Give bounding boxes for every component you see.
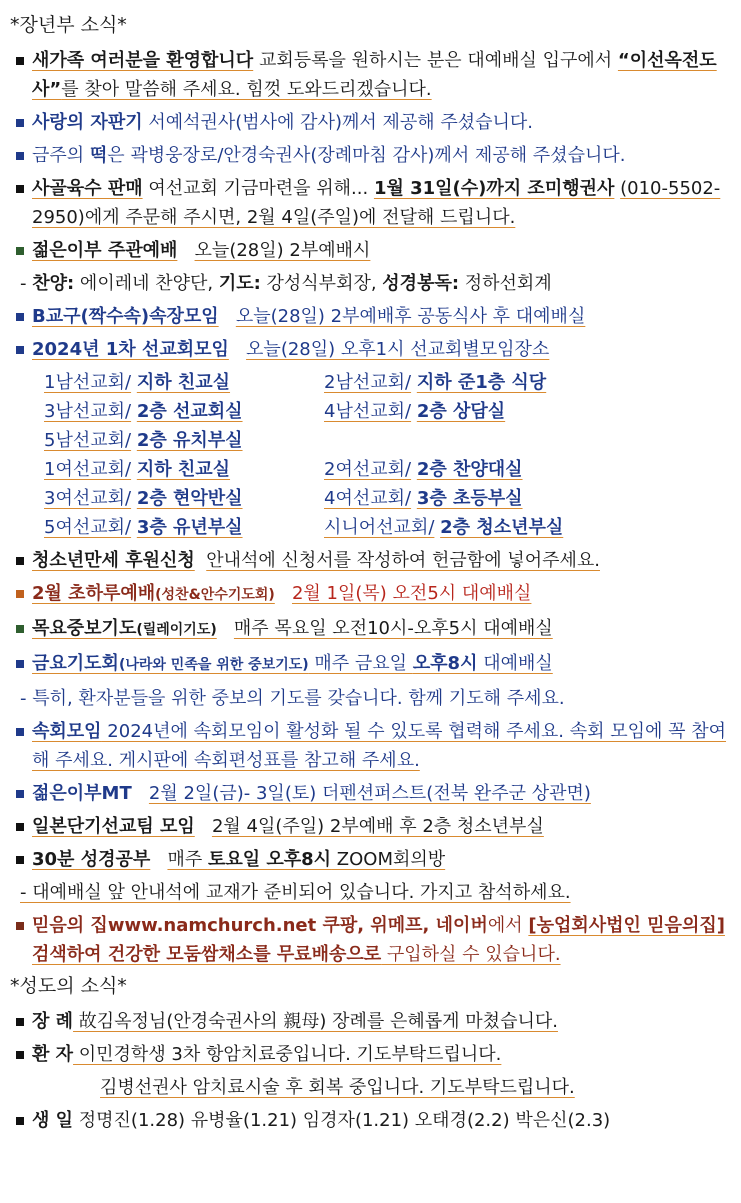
item-title-note: (릴레이기도) — [136, 622, 217, 638]
square-bullet-icon — [16, 557, 24, 565]
item-patients — [10, 1040, 727, 1069]
item-welcome — [10, 46, 727, 104]
square-bullet-icon — [16, 728, 24, 736]
group-name: 시니어선교회/ — [324, 517, 435, 538]
item-text: 매주 — [167, 849, 208, 870]
item-text: 오늘(28일) 2부예배후 공동식사 후 대예배실 — [235, 306, 586, 327]
group-room: 지하 친교실 — [136, 459, 231, 480]
group-name: 1남선교회/ — [44, 372, 132, 393]
group-name: 2남선교회/ — [324, 372, 412, 393]
item-title: 목요중보기도 — [32, 618, 137, 639]
mission-group — [44, 455, 324, 484]
item-cell-meeting — [10, 717, 727, 775]
reading-value: 정하선회계 — [459, 273, 552, 294]
item-text: (010-5502-2950)에게 주문해 주시면, 2월 4일(주일)에 전달해 드립니다. — [32, 178, 721, 228]
deadline: 1월 31일(수)까지 조미행권사 — [373, 178, 615, 199]
item-young-worship — [10, 236, 727, 265]
item-title: 일본단기선교팀 모임 — [32, 816, 195, 837]
item-japan-team — [10, 812, 727, 841]
item-title: 사랑의 자판기 — [32, 112, 143, 133]
group-name: 2여선교회/ — [324, 459, 412, 480]
group-name: 3남선교회/ — [44, 401, 132, 422]
mission-group — [44, 368, 324, 397]
shop-list: 쿠팡, 위메프, 네이버 — [316, 915, 488, 936]
reading-label: 성경봉독: — [382, 273, 460, 294]
item-text: 2024년에 속회모임이 활성화 될 수 있도록 협력해 주세요. 속회 모임에 꼭 참여해 주세요. 게시판에 속회편성표를 참고해 주세요. — [32, 721, 727, 771]
group-room: 지하 친교실 — [136, 372, 231, 393]
square-bullet-icon — [16, 247, 24, 255]
item-bone-soup — [10, 174, 727, 232]
mission-group — [44, 397, 324, 426]
item-text: 오늘(28일) 오후1시 선교회별모임장소 — [246, 339, 550, 360]
mission-group — [44, 513, 324, 542]
group-name: 1여선교회/ — [44, 459, 132, 480]
item-title: B교구(짝수속)속장모임 — [32, 306, 219, 327]
bible-study-note: - 대예배실 앞 안내석에 교재가 준비되어 있습니다. 가지고 참석하세요. — [20, 882, 571, 903]
mission-group — [44, 484, 324, 513]
square-bullet-icon — [16, 185, 24, 193]
item-vending — [10, 108, 727, 137]
mission-group — [324, 484, 654, 513]
item-text: 구입하실 수 있습니다. — [381, 944, 561, 965]
square-bullet-icon — [16, 823, 24, 831]
item-text: 정명진(1.28) 유병율(1.21) 임경자(1.21) 오태경(2.2) 박은신(2.3) — [73, 1110, 611, 1131]
mission-group — [324, 397, 654, 426]
mission-group-empty — [324, 426, 654, 455]
group-room: 2층 청소년부실 — [440, 517, 564, 538]
item-text: 매주 금요일 — [308, 653, 413, 674]
group-name: 4남선교회/ — [324, 401, 412, 422]
item-text: 안내석에 신청서를 작성하여 헌금함에 넣어주세요. — [206, 550, 600, 571]
group-name: 4여선교회/ — [324, 488, 412, 509]
group-room: 3층 초등부실 — [416, 488, 523, 509]
item-dawn-worship — [10, 579, 727, 610]
praise-value: 에이레네 찬양단, — [74, 273, 219, 294]
item-text: 은 곽병웅장로/안경숙권사(장례마침 감사)께서 제공해 주셨습니다. — [107, 145, 626, 166]
prayer-value: 강성식부회장, — [260, 273, 383, 294]
square-bullet-icon — [16, 152, 24, 160]
search-keyword: [농업회사법인 믿음의집] 검색하여 건강한 모둠쌈채소를 무료배송으로 — [32, 915, 725, 965]
group-room: 2층 유치부실 — [136, 430, 243, 451]
group-room: 2층 찬양대실 — [416, 459, 523, 480]
item-thursday-prayer — [10, 614, 727, 645]
young-worship-detail: - 찬양: 에이레네 찬양단, 기도: 강성식부회장, 성경봉독: 정하선회계 — [20, 273, 552, 294]
item-bible-study — [10, 845, 727, 874]
item-text: 여선교회 기금마련을 위해... — [142, 178, 374, 199]
patient-line: 김병선권사 암치료시술 후 회복 중입니다. 기도부탁드립니다. — [100, 1077, 575, 1098]
item-title: 속회모임 — [32, 721, 102, 742]
item-title: 30분 성경공부 — [32, 849, 151, 870]
website-url[interactable]: www.namchurch.net — [107, 915, 317, 936]
item-title: 청소년만세 후원신청 — [32, 550, 195, 571]
item-title: 2024년 1차 선교회모임 — [32, 339, 229, 360]
group-name: 5여선교회/ — [44, 517, 132, 538]
item-title: 장 례 — [32, 1011, 74, 1032]
item-title: 젊은이부 주관예배 — [32, 240, 178, 261]
item-faith-house — [10, 911, 727, 969]
square-bullet-icon — [16, 1117, 24, 1125]
friday-prayer-note: - 특히, 환자분들을 위한 중보의 기도를 갖습니다. 함께 기도해 주세요. — [20, 688, 565, 709]
item-mission-meeting — [10, 335, 727, 364]
item-birthdays — [10, 1106, 727, 1135]
section-church-news: *장년부 소식* — [10, 14, 127, 36]
group-room: 2층 상담실 — [416, 401, 506, 422]
section-member-news: *성도의 소식* — [10, 975, 127, 997]
mission-group — [324, 513, 654, 542]
square-bullet-icon — [16, 790, 24, 798]
item-rice-cake — [10, 141, 727, 170]
item-text: 서예석권사(범사에 감사)께서 제공해 주셨습니다. — [142, 112, 534, 133]
group-room: 2층 현악반실 — [136, 488, 243, 509]
item-text: 매주 목요일 오전10시-오후5시 대예배실 — [233, 618, 553, 639]
study-time: 토요일 오후8시 — [207, 849, 332, 870]
square-bullet-icon — [16, 590, 24, 598]
item-title: 생 일 — [32, 1110, 74, 1131]
item-text: 이민경학생 3차 항암치료중입니다. 기도부탁드립니다. — [73, 1044, 502, 1065]
mission-group — [44, 426, 324, 455]
item-title: 새가족 여러분을 환영합니다 — [32, 50, 254, 71]
group-name: 5남선교회/ — [44, 430, 132, 451]
mission-group — [324, 368, 654, 397]
item-title: 금요기도회 — [32, 653, 119, 674]
item-text: 2월 2일(금)- 3일(토) 더펜션퍼스트(전북 완주군 상관면) — [148, 783, 591, 804]
square-bullet-icon — [16, 57, 24, 65]
item-title: 환 자 — [32, 1044, 74, 1065]
contact-name: “이선옥전도사” — [32, 50, 717, 100]
item-title: 젊은이부MT — [32, 783, 132, 804]
group-room: 지하 준1층 식당 — [416, 372, 547, 393]
item-district-b — [10, 302, 727, 331]
item-text: 2월 1일(목) 오전5시 대예배실 — [291, 583, 532, 604]
mission-group — [324, 455, 654, 484]
item-text: 금주의 — [32, 145, 90, 166]
item-title: 믿음의 집 — [32, 915, 108, 936]
square-bullet-icon — [16, 313, 24, 321]
item-youth-support — [10, 546, 727, 575]
prayer-time: 오후8시 — [412, 653, 478, 674]
item-text: 를 찾아 말씀해 주세요. 힘껏 도와드리겠습니다. — [61, 79, 432, 100]
square-bullet-icon — [16, 660, 24, 668]
praise-label: 찬양: — [32, 273, 75, 294]
item-title-note: (나라와 민족을 위한 중보기도) — [118, 657, 309, 673]
item-text: 교회등록을 원하시는 분은 대예배실 입구에서 — [258, 50, 618, 71]
item-title: 2월 초하루예배 — [32, 583, 156, 604]
item-text: ZOOM회의방 — [331, 849, 446, 870]
item-text: 에서 — [487, 915, 529, 936]
mission-group-list — [10, 368, 727, 542]
prayer-label: 기도: — [218, 273, 261, 294]
item-text: 오늘(28일) 2부예배시 — [194, 240, 371, 261]
square-bullet-icon — [16, 625, 24, 633]
square-bullet-icon — [16, 922, 24, 930]
square-bullet-icon — [16, 1018, 24, 1026]
item-text: 2월 4일(주일) 2부예배 후 2층 청소년부실 — [211, 816, 544, 837]
item-title: 떡 — [89, 145, 108, 166]
square-bullet-icon — [16, 1051, 24, 1059]
group-room: 2층 선교회실 — [136, 401, 243, 422]
item-text: 故김옥정님(안경숙권사의 親母) 장례를 은혜롭게 마쳤습니다. — [73, 1011, 558, 1032]
item-title: 사골육수 판매 — [32, 178, 143, 199]
item-friday-prayer — [10, 649, 727, 680]
group-room: 3층 유년부실 — [136, 517, 243, 538]
square-bullet-icon — [16, 119, 24, 127]
item-funeral — [10, 1007, 727, 1036]
group-name: 3여선교회/ — [44, 488, 132, 509]
item-title-note: (성찬&안수기도회) — [155, 587, 275, 603]
item-young-mt — [10, 779, 727, 808]
square-bullet-icon — [16, 346, 24, 354]
item-text: 대예배실 — [477, 653, 553, 674]
square-bullet-icon — [16, 856, 24, 864]
